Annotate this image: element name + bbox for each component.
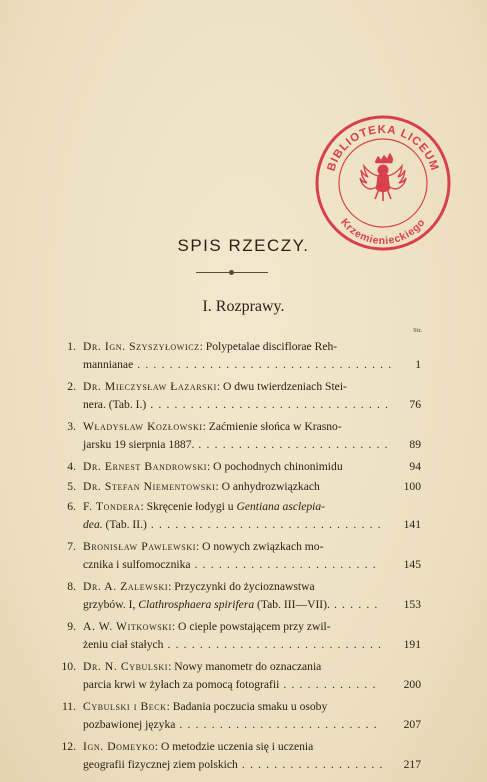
leader-dots: ......................... (179, 718, 382, 731)
toc-entry (0, 580, 487, 616)
toc-entry (0, 700, 487, 736)
entry-author: Władysław Kozłowski (83, 420, 203, 433)
leader-dots: .................. (241, 758, 388, 771)
entry-first-line (83, 420, 342, 433)
entry-page-number: 100 (403, 480, 421, 493)
stamp-text-top: BIBLIOTEKA LICEUM (325, 123, 441, 173)
entry-title-part: nera. (Tab. I.) (83, 398, 147, 411)
entry-first-line (83, 660, 321, 673)
entry-title-part: : Przyczynki do życioznawstwa (168, 580, 315, 593)
entry-title-part: : Zaćmienie słońca w Krasno- (202, 420, 342, 433)
entry-page-number: 89 (409, 438, 421, 451)
page-column-label: Str. (413, 327, 422, 334)
entry-number: 4. (67, 460, 76, 473)
entry-number: 7. (67, 540, 76, 553)
entry-second-line (83, 718, 382, 731)
entry-number: 5. (67, 480, 76, 493)
entry-author: Dr. Ernest Bandrowski (83, 460, 208, 473)
leader-dots: ...... (333, 598, 383, 611)
entry-first-line (83, 500, 325, 513)
entry-first-line (83, 380, 347, 393)
rule-ornament (229, 270, 234, 275)
entry-title-part: cznika i sulfomocznika (83, 558, 191, 571)
entry-number: 2. (67, 380, 76, 393)
entry-author: Dr. Mieczysław Łazarski (83, 380, 217, 393)
entry-first-line (83, 700, 327, 713)
toc-entry (0, 540, 487, 576)
toc-entry (0, 380, 487, 416)
entry-title-part: : O nowych związkach mo- (195, 540, 324, 553)
leader-dots: ............ (283, 678, 381, 691)
toc-entry (0, 480, 487, 498)
entry-title-part: : O metodzie uczenia się i uczenia (154, 740, 314, 753)
entry-second-line (83, 398, 393, 411)
toc-entry (0, 340, 487, 376)
entry-second-line (83, 558, 381, 571)
entry-title-part: : O anhydrozwiązkach (215, 480, 320, 493)
entry-number: 3. (67, 420, 76, 433)
leader-dots: ................................ (137, 358, 397, 371)
stamp-text-bottom: Krzemienieckiego (338, 216, 428, 248)
page-heading: SPIS RZECZY. (177, 236, 310, 255)
entry-title-part: grzybów. I, (83, 598, 139, 611)
leader-dots: ............................. (150, 518, 386, 531)
entry-page-number: 94 (409, 460, 421, 473)
entry-title-part: : Badania poczucia smaku u osoby (166, 700, 328, 713)
entry-author: Dr. A. Zalewski (83, 580, 169, 593)
entry-title-part: mannianae (83, 358, 134, 371)
entry-number: 6. (67, 500, 76, 513)
toc-entry (0, 740, 487, 776)
entry-author: Dr. N. Cybulski (83, 660, 169, 673)
entry-number: 12. (61, 740, 76, 753)
entry-title-part: : Polypetalae disciflorae Reh- (199, 340, 338, 353)
entry-author: Bronisław Pawlewski (83, 540, 196, 553)
entry-title-part: : Nowy manometr do oznaczania (168, 660, 322, 673)
entry-first-line (83, 540, 323, 553)
entry-page-number: 191 (403, 638, 421, 651)
toc-entry (0, 460, 487, 478)
section-title: I. Rozprawy. (202, 298, 285, 315)
entry-second-line (83, 758, 388, 771)
entry-title-part: geografii fizycznej ziem polskich (83, 758, 238, 771)
leader-dots: ........................... (167, 638, 387, 651)
entry-page-number: 141 (403, 518, 421, 531)
entry-second-line (83, 358, 396, 371)
entry-title-part: : O pochodnych chinonimidu (207, 460, 343, 473)
entry-number: 9. (67, 620, 76, 633)
entry-page-number: 200 (403, 678, 421, 691)
entry-second-line (83, 438, 393, 451)
leader-dots: ........................ (198, 438, 393, 451)
entry-number: 1. (67, 340, 76, 353)
entry-author: A. W. Witkowski (83, 620, 172, 633)
entry-title-part: (Tab. II.) (102, 518, 147, 531)
entry-author: F. Tondera (83, 500, 141, 513)
entry-page-number: 217 (403, 758, 421, 771)
entry-title-italic: Clathrosphaera spirifera (138, 598, 255, 611)
toc-entry (0, 620, 487, 656)
entry-title-part: żeniu ciał stałych (83, 638, 164, 651)
entry-number: 11. (61, 700, 76, 713)
entry-second-line (83, 638, 386, 651)
entry-page-number: 145 (403, 558, 421, 571)
entry-title-part: pozbawionej języka (83, 718, 176, 731)
toc-entry (0, 420, 487, 456)
entry-author: Dr. Ign. Szyszyłowicz (83, 340, 200, 353)
entry-first-line (83, 740, 313, 753)
entry-second-line (83, 678, 381, 691)
entry-first-line (83, 480, 320, 493)
leader-dots: .............................. (150, 398, 394, 411)
toc-entry (0, 660, 487, 696)
entry-author: Dr. Stefan Niementowski (83, 480, 216, 493)
entry-author: Ign. Domeyko (83, 740, 155, 753)
entry-title-part: : O dwu twierdzeniach Stei- (216, 380, 347, 393)
entry-title-part: parcia krwi w żyłach za pomocą fotografii (83, 678, 280, 691)
entry-page-number: 207 (403, 718, 421, 731)
library-stamp (312, 112, 454, 254)
entry-title-italic: Gentiana asclepia- (236, 500, 326, 513)
entry-first-line (83, 580, 315, 593)
entry-number: 10. (61, 660, 76, 673)
entry-first-line (83, 460, 343, 473)
entry-number: 8. (67, 580, 76, 593)
entry-second-line (83, 518, 386, 531)
entry-page-number: 76 (409, 398, 421, 411)
entry-title-part: : O cieple powstającem przy zwil- (171, 620, 331, 633)
entry-second-line (83, 598, 383, 611)
entry-title-italic: dea. (83, 518, 103, 531)
entry-page-number: 153 (403, 598, 421, 611)
entry-first-line (83, 340, 337, 353)
entry-title-part: (Tab. III—VII). (254, 598, 330, 611)
toc-entry (0, 500, 487, 536)
eagle-emblem (360, 153, 406, 201)
leader-dots: ....................... (194, 558, 381, 571)
entry-title-part: jarsku 19 sierpnia 1887. (83, 438, 195, 451)
entry-title-part: : Skręcenie łodygi u (140, 500, 237, 513)
entry-page-number: 1 (415, 358, 421, 371)
entry-first-line (83, 620, 331, 633)
entry-author: Cybulski i Beck (83, 700, 167, 713)
